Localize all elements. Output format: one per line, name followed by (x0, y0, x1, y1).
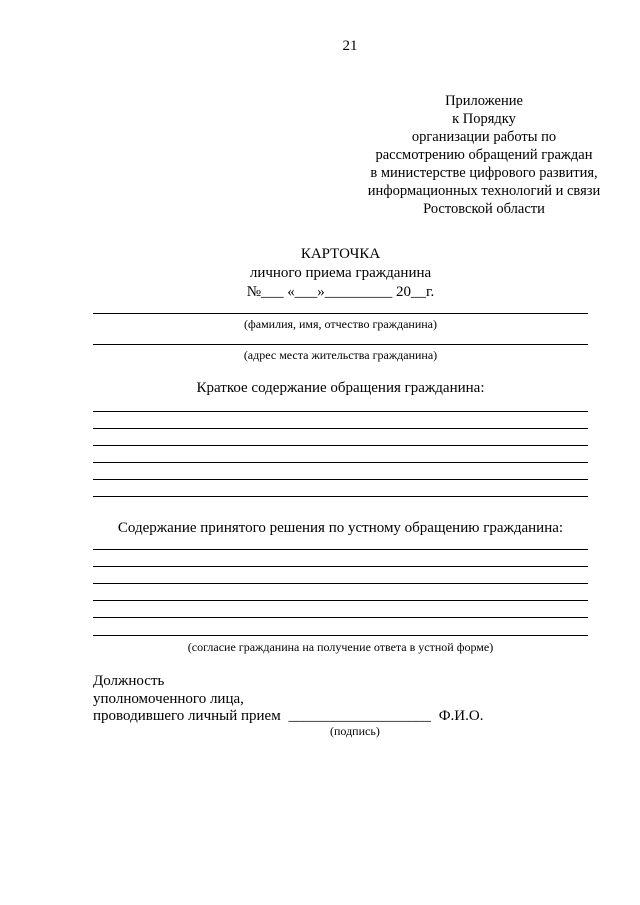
appendix-header (360, 92, 608, 218)
full-name-caption: (фамилия, имя, отчество гражданина) (243, 317, 438, 331)
decision-field-line[interactable] (93, 566, 588, 567)
full-name-field-line[interactable] (93, 313, 588, 314)
appendix-line: рассмотрению обращений граждан (375, 147, 593, 163)
appendix-line: Приложение (445, 93, 523, 109)
appendix-line: Ростовской области (423, 201, 545, 217)
fio-label: Ф.И.О. (438, 708, 484, 724)
signature-field[interactable]: ___________________ (288, 708, 431, 724)
summary-field-line[interactable] (93, 496, 588, 497)
decision-field-line[interactable] (93, 600, 588, 601)
summary-field-line[interactable] (93, 445, 588, 446)
summary-field-line[interactable] (93, 411, 588, 412)
signature-row (93, 708, 483, 725)
page-number: 21 (342, 38, 358, 54)
position-label: Должность (93, 673, 165, 689)
appendix-line: к Порядку (452, 111, 516, 127)
summary-heading: Краткое содержание обращения гражданина: (196, 380, 485, 396)
card-title: КАРТОЧКА (300, 246, 381, 262)
card-subtitle: личного приема гражданина (249, 265, 432, 281)
decision-field-line[interactable] (93, 583, 588, 584)
appendix-line: в министерстве цифрового развития, (370, 165, 598, 181)
summary-field-line[interactable] (93, 462, 588, 463)
decision-field-line[interactable] (93, 617, 588, 618)
appendix-line: информационных технологий и связи (367, 183, 601, 199)
decision-field-line[interactable] (93, 549, 588, 550)
consent-caption: (согласие гражданина на получение ответа в устной форме) (187, 640, 494, 654)
appendix-line: организации работы по (411, 129, 557, 145)
decision-field-line[interactable] (93, 635, 588, 636)
decision-heading: Содержание принятого решения по устному обращению гражданина: (117, 520, 564, 536)
address-field-line[interactable] (93, 344, 588, 345)
authorized-person-label: уполномоченного лица, (93, 691, 244, 707)
summary-field-line[interactable] (93, 428, 588, 429)
conducted-reception-label: проводившего личный прием (93, 708, 281, 724)
address-caption: (адрес места жительства гражданина) (243, 348, 438, 362)
card-number-line: №___ «___»_________ 20__г. (246, 284, 435, 300)
signature-caption: (подпись) (330, 724, 380, 738)
summary-field-line[interactable] (93, 479, 588, 480)
